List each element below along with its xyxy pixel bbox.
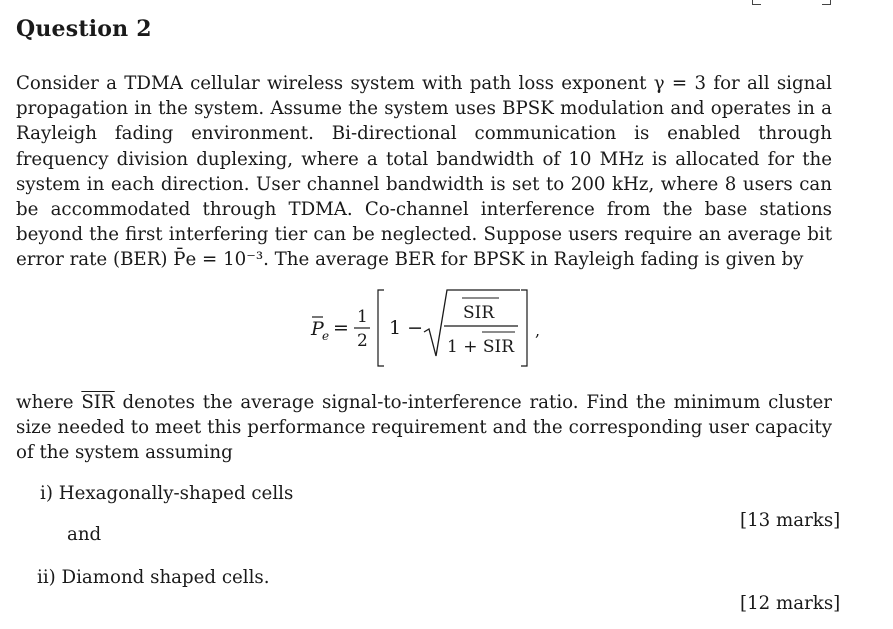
part-ii — [37, 567, 270, 588]
eq-trailing-comma: , — [535, 321, 541, 340]
eq-lhs-sub: e — [322, 329, 330, 343]
eq-sqrt-num: SIR — [463, 303, 495, 323]
and-connector: and — [67, 524, 102, 545]
eq-half-num: 1 — [357, 307, 368, 327]
top-bracket-left — [752, 0, 761, 5]
eq-left-bracket — [378, 290, 384, 366]
question-text: denotes the average signal-to-interference ratio. Find the minimum cluster size needed to meet this performance requirement and the corresponding user capacity of the system assuming — [16, 392, 832, 464]
marks-part-ii: [12 marks] — [740, 593, 841, 614]
question-title: Question 2 — [16, 16, 152, 42]
question-paragraph — [16, 390, 832, 466]
eq-equals: = — [333, 317, 349, 339]
part-ii-text: Diamond shaped cells. — [61, 567, 270, 588]
ber-equation — [0, 280, 893, 370]
part-i-label: i) — [40, 483, 53, 504]
marks-part-i: [13 marks] — [740, 510, 841, 531]
eq-right-bracket — [521, 290, 527, 366]
part-i-text: Hexagonally-shaped cells — [58, 483, 294, 504]
eq-one-minus: 1 − — [389, 317, 424, 339]
eq-sqrt-den: 1 + SIR — [447, 337, 515, 357]
top-bracket-right — [822, 0, 831, 5]
eq-half-den: 2 — [357, 331, 368, 351]
problem-paragraph: Consider a TDMA cellular wireless system with path loss exponent γ = 3 for all signal propagation in the system. Assume the system uses BPSK modulation and operates in a Rayleigh fading environment. Bi-directional communication is enabled through frequency division duplexing, where a total bandwidth of 10 MHz is allocated for the system in each direction. User channel bandwidth is set to 200 kHz, where 8 users can be accommodated through TDMA. Co-channel interference from the base stations beyond the first interfering tier can be neglected. Suppose users require an average bit error rate (BER) P̄e = 10⁻³. The average BER for BPSK in Rayleigh fading is given by — [16, 73, 832, 271]
eq-lhs: P — [311, 318, 324, 340]
part-i — [40, 483, 293, 504]
part-ii-label: ii) — [37, 567, 56, 588]
sir-term: $\overline{SIR}$ — [81, 392, 115, 413]
where-word: where — [16, 392, 74, 413]
